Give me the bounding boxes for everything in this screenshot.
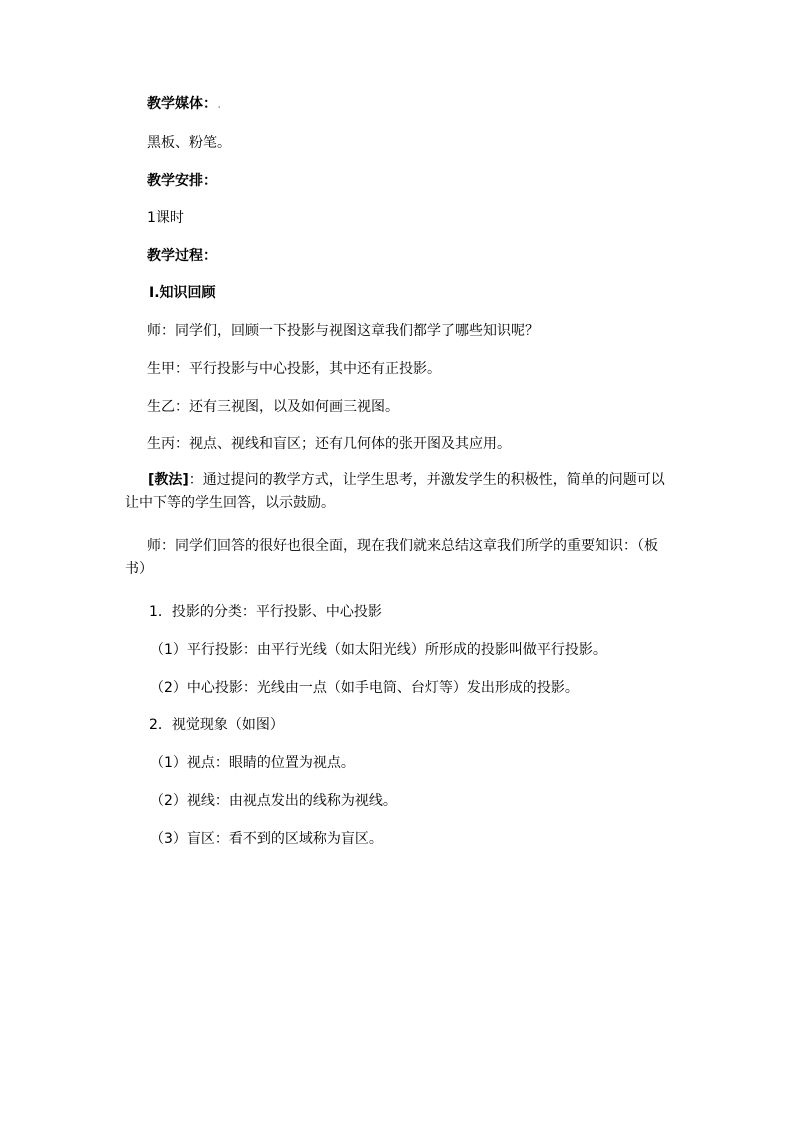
- teaching-method-text: ：通过提问的教学方式，让学生思考，并激发学生的积极性，简单的问题可以让中下等的学生回答，以示鼓励。: [125, 472, 665, 511]
- list-item-1-2: （2）中心投影：光线由一点（如手电筒、台灯等）发出形成的投影。: [150, 680, 579, 696]
- list-item-2-2: （2）视线：由视点发出的线称为视线。: [150, 793, 397, 809]
- student-answer-b: 生乙：还有三视图，以及如何画三视图。: [147, 399, 399, 415]
- list-item-2-3: （3）盲区：看不到的区域称为盲区。: [150, 831, 383, 847]
- media-text: 黑板、粉笔。: [147, 135, 231, 151]
- student-answer-a: 生甲：平行投影与中心投影，其中还有正投影。: [147, 361, 441, 377]
- section1-heading: Ⅰ.知识回顾: [149, 285, 216, 301]
- teaching-method-paragraph: [125, 469, 670, 515]
- list-item-2-1: （1）视点：眼睛的位置为视点。: [150, 755, 355, 771]
- process-heading: 教学过程：: [147, 248, 217, 264]
- media-heading-dot: .: [217, 96, 222, 112]
- list-item-2: 2．视觉现象（如图）: [149, 717, 284, 733]
- teaching-method-label: [教法]: [148, 472, 189, 488]
- media-heading: [147, 96, 677, 112]
- teacher-summary-paragraph: 师：同学们回答的很好也很全面，现在我们就来总结这章我们所学的重要知识：（板书）: [125, 538, 658, 577]
- arrangement-text: 1课时: [147, 210, 184, 226]
- list-item-1-1: （1）平行投影：由平行光线（如太阳光线）所形成的投影叫做平行投影。: [150, 642, 607, 658]
- list-item-1: 1．投影的分类：平行投影、中心投影: [149, 604, 382, 620]
- teacher-question: 师：同学们，回顾一下投影与视图这章我们都学了哪些知识呢？: [147, 323, 539, 339]
- arrangement-heading: 教学安排：: [147, 173, 217, 189]
- media-heading-text: 教学媒体：: [147, 96, 217, 112]
- student-answer-c: 生丙：视点、视线和盲区；还有几何体的张开图及其应用。: [147, 436, 511, 452]
